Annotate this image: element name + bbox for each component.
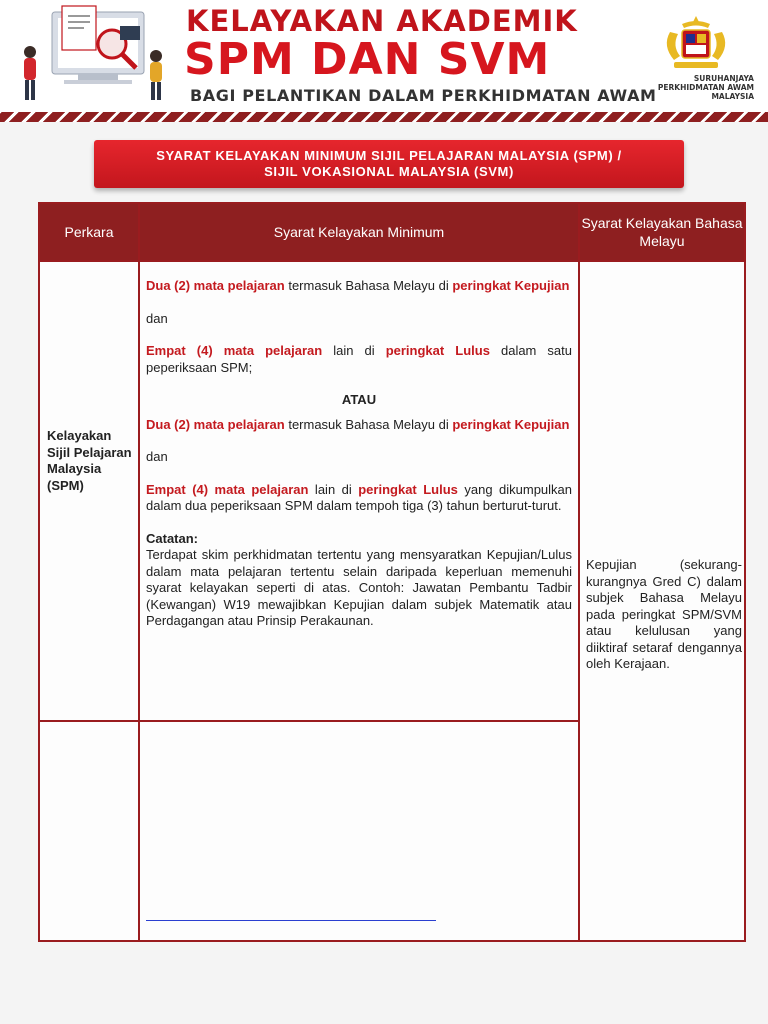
column-divider bbox=[138, 204, 140, 940]
underline-divider bbox=[146, 920, 436, 921]
table-header-syarat-minimum: Syarat Kelayakan Minimum bbox=[140, 204, 578, 260]
requirement-a2 bbox=[146, 343, 572, 376]
emphasis-text: peringkat Kepujian bbox=[452, 416, 570, 432]
body-text: lain di bbox=[308, 481, 359, 497]
conjunction-atau: ATAU bbox=[341, 392, 377, 407]
requirements-table bbox=[38, 202, 746, 942]
row-divider bbox=[40, 720, 580, 722]
agency-line: PERKHIDMATAN AWAM bbox=[657, 83, 754, 92]
emphasis-text: Empat (4) mata pelajaran bbox=[146, 343, 323, 358]
agency-line: SURUHANJAYA bbox=[693, 74, 754, 83]
magnifier-document-illustration bbox=[14, 4, 174, 104]
emphasis-text: Empat (4) mata pelajaran bbox=[146, 481, 309, 497]
emphasis-text: peringkat Kepujian bbox=[452, 278, 570, 293]
emphasis-text: Dua (2) mata pelajaran bbox=[146, 416, 285, 432]
body-text: lain di bbox=[322, 343, 386, 358]
column-divider bbox=[578, 204, 580, 940]
table-header-syarat-bahasa: Syarat Kelayakan Bahasa Melayu bbox=[580, 204, 744, 260]
banner-line2: SIJIL VOKASIONAL MALAYSIA (SVM) bbox=[264, 164, 514, 179]
conjunction-dan: dan bbox=[146, 310, 168, 326]
minimum-requirement-cell bbox=[146, 278, 572, 630]
perkara-cell: Kelayakan Sijil Pelajaran Malaysia (SPM) bbox=[47, 428, 132, 493]
requirement-b2 bbox=[146, 482, 572, 515]
emphasis-text: peringkat Lulus bbox=[385, 343, 490, 358]
requirement-b1 bbox=[146, 417, 572, 434]
header-subtitle: BAGI PELANTIKAN DALAM PERKHIDMATAN AWAM bbox=[190, 86, 657, 105]
header-title-line1: KELAYAKAN AKADEMIK bbox=[186, 4, 578, 38]
header-stripe bbox=[0, 112, 768, 122]
body-text: dalam satu peperiksaan SPM; bbox=[146, 343, 573, 375]
requirement-a1 bbox=[146, 278, 572, 295]
malaysia-coat-of-arms-icon bbox=[660, 14, 732, 72]
table-header-perkara: Perkara bbox=[40, 204, 138, 260]
body-text: yang dikumpulkan dalam dua peperiksaan SPM dalam tempoh tiga (3) tahun berturut-turut. bbox=[146, 481, 573, 513]
header-divider bbox=[40, 260, 744, 262]
conjunction-dan: dan bbox=[146, 449, 168, 464]
agency-name bbox=[640, 74, 754, 101]
agency-line: MALAYSIA bbox=[711, 92, 754, 101]
section-banner bbox=[94, 140, 684, 188]
page-header bbox=[0, 0, 768, 112]
note-title: Catatan: bbox=[146, 530, 199, 546]
emphasis-text: Dua (2) mata pelajaran bbox=[146, 278, 285, 293]
body-text: termasuk Bahasa Melayu di bbox=[284, 278, 453, 293]
body-text: termasuk Bahasa Melayu di bbox=[284, 416, 453, 432]
emphasis-text: peringkat Lulus bbox=[358, 481, 458, 497]
bahasa-requirement-cell: Kepujian (sekurang-kurangnya Gred C) dalam subjek Bahasa Melayu pada peringkat SPM/SVM atau kelulusan yang diiktiraf setaraf dengannya oleh Kerajaan. bbox=[586, 557, 742, 671]
banner-line1: SYARAT KELAYAKAN MINIMUM SIJIL PELAJARAN MALAYSIA (SPM) / bbox=[156, 148, 622, 163]
note-body: Terdapat skim perkhidmatan tertentu yang mensyaratkan Kepujian/Lulus dalam mata pelajaran tertentu selain daripada keperluan memenuhi syarat kelayakan seperti di atas. Contoh: Jawatan Pembantu Tadbir (Kewangan) W19 mewajibkan Kepujian dalam subjek Matematik atau Perdagangan atau Prinsip Perakaunan. bbox=[146, 547, 572, 628]
header-title-line2: SPM DAN SVM bbox=[184, 34, 551, 85]
